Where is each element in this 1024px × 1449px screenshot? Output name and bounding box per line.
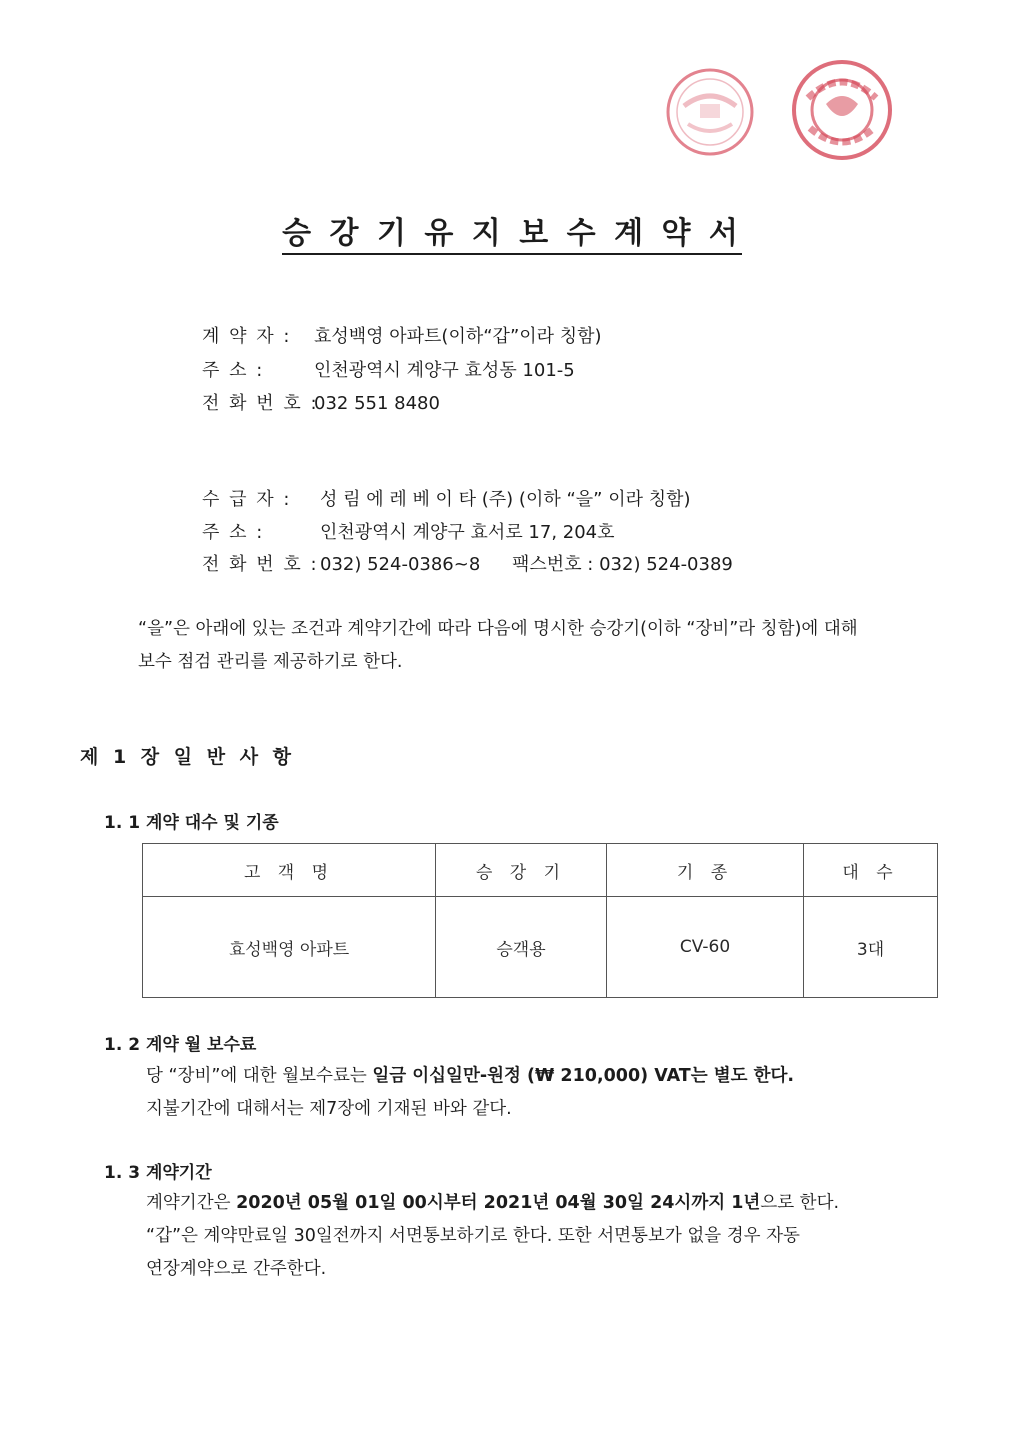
- period-suffix: 으로 한다.: [760, 1193, 840, 1213]
- header-customer: 고 객 명: [143, 844, 436, 897]
- section-1-2-line-1: [146, 1062, 794, 1087]
- equipment-table-header: [143, 844, 938, 897]
- section-1-3-title: 1. 3 계약기간: [104, 1163, 212, 1183]
- section-1-1-title: 1. 1 계약 대수 및 기종: [104, 813, 279, 833]
- chapter-1-title: 제 1 장 일 반 사 항: [80, 746, 296, 768]
- party-a-phone-value: 032 551 8480: [314, 393, 440, 414]
- cell-elevator: 승객용: [436, 897, 607, 998]
- section-1-2-line-2: 지불기간에 대해서는 제7장에 기재된 바와 같다.: [146, 1099, 512, 1119]
- header-count: 대 수: [804, 844, 938, 897]
- party-a-phone-label: 전 화 번 호 :: [202, 393, 319, 414]
- section-1-3-line-2: “갑”은 계약만료일 30일전까지 서면통보하기로 한다. 또한 서면통보가 없을 경우 자동: [146, 1226, 800, 1246]
- party-b-address-line: [202, 518, 615, 544]
- cell-model: CV-60: [607, 897, 804, 998]
- table-row: [143, 897, 938, 998]
- document-title: 승 강 기 유 지 보 수 계 약 서: [0, 208, 1024, 252]
- party-a-address-line: [202, 356, 575, 382]
- equipment-table: [142, 843, 938, 998]
- party-b-phone-line: [202, 550, 733, 576]
- cell-count: 3대: [804, 897, 938, 998]
- party-b-name-value: 성 림 에 레 베 이 타 (주) (이하 “을” 이라 칭함): [320, 489, 691, 510]
- header-model: 기 종: [607, 844, 804, 897]
- fee-amount: 일금 이십일만-원정 (₩ 210,000) VAT는 별도 한다.: [372, 1066, 795, 1086]
- party-a-address-label: 주 소 :: [202, 360, 265, 381]
- party-a-phone-line: [202, 389, 440, 415]
- intro-line-1: “을”은 아래에 있는 조건과 계약기간에 따라 다음에 명시한 승강기(이하 “장비”라 칭함)에 대해: [138, 619, 858, 639]
- party-b-phone-label: 전 화 번 호 :: [202, 554, 319, 575]
- intro-line-2: 보수 점검 관리를 제공하기로 한다.: [138, 652, 403, 672]
- party-a-address-value: 인천광역시 계양구 효성동 101-5: [314, 360, 575, 381]
- party-b-fax-value: 032) 524-0389: [599, 554, 733, 575]
- header-elevator: 승 강 기: [436, 844, 607, 897]
- party-a-name-line: [202, 322, 602, 348]
- party-b-name-line: [202, 485, 691, 511]
- period-prefix: 계약기간은: [146, 1193, 237, 1213]
- period-dates: 2020년 05월 01일 00시부터 2021년 04월 30일 24시까지 1년: [236, 1193, 761, 1213]
- contractor-seal-stamp: [664, 66, 756, 158]
- party-a-name-value: 효성백영 아파트(이하“갑”이라 칭함): [314, 326, 602, 347]
- party-b-phone-value: 032) 524-0386~8: [320, 554, 481, 575]
- party-b-address-label: 주 소 :: [202, 522, 265, 543]
- party-a-name-label: 계 약 자 :: [202, 326, 292, 347]
- cell-customer: 효성백영 아파트: [143, 897, 436, 998]
- fee-text: 당 “장비”에 대한 월보수료는: [146, 1066, 373, 1086]
- party-b-name-label: 수 급 자 :: [202, 489, 292, 510]
- section-1-3-line-3: 연장계약으로 간주한다.: [146, 1259, 327, 1279]
- party-b-address-value: 인천광역시 계양구 효서로 17, 204호: [320, 522, 615, 543]
- party-b-fax-label: 팩스번호 :: [512, 554, 594, 575]
- section-1-3-line-1: [146, 1189, 839, 1214]
- company-seal-stamp: [790, 58, 894, 162]
- section-1-2-title: 1. 2 계약 월 보수료: [104, 1035, 257, 1055]
